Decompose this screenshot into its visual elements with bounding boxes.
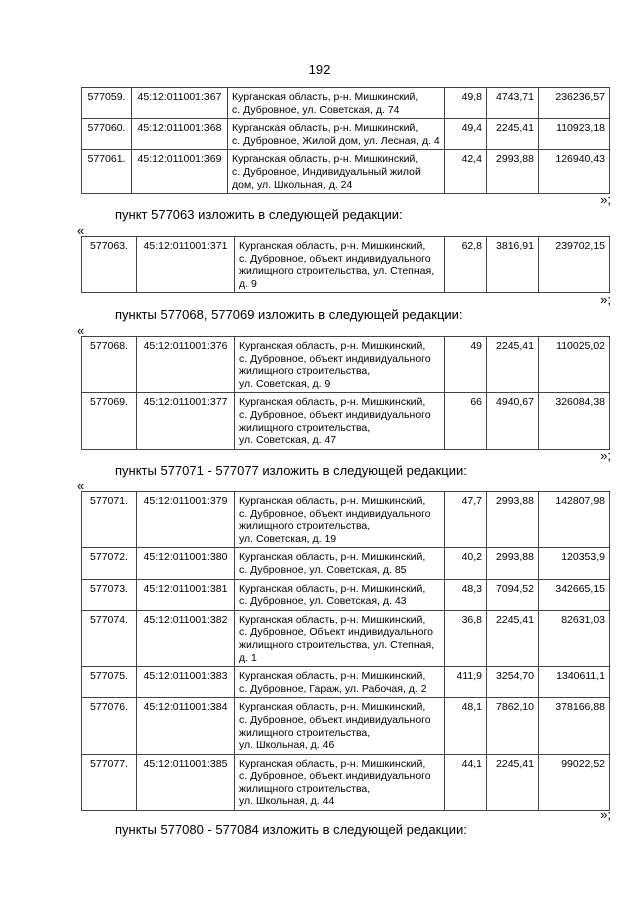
cadastral-number-cell: 45:12:011001:369 — [132, 150, 228, 194]
unit-value-cell: 2245,41 — [487, 610, 539, 666]
table-row — [82, 610, 610, 666]
table-row — [82, 88, 610, 119]
amendment-heading: пункты 577080 - 577084 изложить в следующей редакции: — [115, 822, 467, 837]
area-cell: 48,1 — [445, 698, 487, 754]
table-row — [82, 492, 610, 548]
unit-value-cell: 3816,91 — [487, 237, 539, 293]
cadastral-number-cell: 45:12:011001:382 — [137, 610, 235, 666]
area-cell: 44,1 — [445, 754, 487, 810]
cadastral-value-cell: 326084,38 — [539, 393, 610, 449]
cadastral-value-cell: 99022,52 — [539, 754, 610, 810]
cadastral-number-cell: 45:12:011001:367 — [132, 88, 228, 119]
area-cell: 66 — [445, 393, 487, 449]
table-row — [82, 754, 610, 810]
address-cell: Курганская область, р-н. Мишкинский, с. Дубровное, объект индивидуального жилищного строительства, ул. Советская, д. 47 — [235, 393, 445, 449]
cadastral-value-cell: 120353,9 — [539, 548, 610, 579]
address-cell: Курганская область, р-н. Мишкинский, с. Дубровное, объект индивидуального жилищного строительства, ул. Советская, д. 9 — [235, 337, 445, 393]
area-cell: 49 — [445, 337, 487, 393]
closing-quote: »; — [600, 448, 611, 463]
page-number: 192 — [308, 62, 331, 77]
table-body — [82, 237, 610, 293]
item-number-cell: 577077. — [82, 754, 137, 810]
table-body — [82, 492, 610, 811]
cadastral-value-cell: 378166,88 — [539, 698, 610, 754]
unit-value-cell: 2245,41 — [487, 337, 539, 393]
closing-quote: »; — [600, 292, 611, 307]
cadastral-number-cell: 45:12:011001:376 — [137, 337, 235, 393]
table-row — [82, 579, 610, 610]
cadastral-value-cell: 1340611,1 — [539, 667, 610, 698]
table-row — [82, 698, 610, 754]
address-cell: Курганская область, р-н. Мишкинский, с. Дубровное, ул. Советская, д. 85 — [235, 548, 445, 579]
cadastral-number-cell: 45:12:011001:385 — [137, 754, 235, 810]
address-cell: Курганская область, р-н. Мишкинский, с. Дубровное, ул. Советская, д. 74 — [228, 88, 445, 119]
opening-quote: « — [77, 223, 85, 238]
cadastral-value-cell: 82631,03 — [539, 610, 610, 666]
unit-value-cell: 7862,10 — [487, 698, 539, 754]
area-cell: 40,2 — [445, 548, 487, 579]
unit-value-cell: 3254,70 — [487, 667, 539, 698]
address-cell: Курганская область, р-н. Мишкинский, с. Дубровное, Объект индивидуального жилищного строительства, ул. Степная, д. 1 — [235, 610, 445, 666]
cadastral-value-cell: 239702,15 — [539, 237, 610, 293]
item-number-cell: 577071. — [82, 492, 137, 548]
table-row — [82, 548, 610, 579]
item-number-cell: 577059. — [82, 88, 132, 119]
area-cell: 36,8 — [445, 610, 487, 666]
item-number-cell: 577072. — [82, 548, 137, 579]
unit-value-cell: 2245,41 — [487, 119, 539, 150]
area-cell: 48,3 — [445, 579, 487, 610]
item-number-cell: 577068. — [82, 337, 137, 393]
address-cell: Курганская область, р-н. Мишкинский, с. Дубровное, объект индивидуального жилищного строительства, ул. Степная, д. 9 — [235, 237, 445, 293]
unit-value-cell: 4940,67 — [487, 393, 539, 449]
item-number-cell: 577075. — [82, 667, 137, 698]
cadastral-value-cell: 236236,57 — [539, 88, 610, 119]
cadastral-value-cell: 110025,02 — [539, 337, 610, 393]
unit-value-cell: 2993,88 — [487, 548, 539, 579]
address-cell: Курганская область, р-н. Мишкинский, с. Дубровное, объект индивидуального жилищного строительства, ул. Советская, д. 19 — [235, 492, 445, 548]
closing-quote: »; — [600, 192, 611, 207]
area-cell: 49,4 — [445, 119, 487, 150]
cadastral-value-cell: 142807,98 — [539, 492, 610, 548]
item-number-cell: 577074. — [82, 610, 137, 666]
item-number-cell: 577061. — [82, 150, 132, 194]
cadastral-number-cell: 45:12:011001:381 — [137, 579, 235, 610]
cadastral-number-cell: 45:12:011001:383 — [137, 667, 235, 698]
table-row — [82, 667, 610, 698]
cadastral-number-cell: 45:12:011001:380 — [137, 548, 235, 579]
cadastral-value-cell: 126940,43 — [539, 150, 610, 194]
opening-quote: « — [77, 478, 85, 493]
table-row — [82, 393, 610, 449]
address-cell: Курганская область, р-н. Мишкинский, с. Дубровное, Жилой дом, ул. Лесная, д. 4 — [228, 119, 445, 150]
amendment-heading: пункты 577071 - 577077 изложить в следующей редакции: — [115, 463, 467, 478]
area-cell: 411,9 — [445, 667, 487, 698]
amendment-heading: пункты 577068, 577069 изложить в следующей редакции: — [115, 307, 463, 322]
unit-value-cell: 4743,71 — [487, 88, 539, 119]
unit-value-cell: 2993,88 — [487, 492, 539, 548]
property-table-3 — [81, 336, 610, 450]
area-cell: 49,8 — [445, 88, 487, 119]
property-table-1 — [81, 87, 610, 194]
address-cell: Курганская область, р-н. Мишкинский, с. Дубровное, Гараж, ул. Рабочая, д. 2 — [235, 667, 445, 698]
area-cell: 47,7 — [445, 492, 487, 548]
area-cell: 42,4 — [445, 150, 487, 194]
address-cell: Курганская область, р-н. Мишкинский, с. Дубровное, ул. Советская, д. 43 — [235, 579, 445, 610]
cadastral-number-cell: 45:12:011001:368 — [132, 119, 228, 150]
area-cell: 62,8 — [445, 237, 487, 293]
table-row — [82, 237, 610, 293]
cadastral-value-cell: 342665,15 — [539, 579, 610, 610]
item-number-cell: 577069. — [82, 393, 137, 449]
table-row — [82, 150, 610, 194]
cadastral-number-cell: 45:12:011001:379 — [137, 492, 235, 548]
opening-quote: « — [77, 323, 85, 338]
cadastral-number-cell: 45:12:011001:371 — [137, 237, 235, 293]
item-number-cell: 577076. — [82, 698, 137, 754]
item-number-cell: 577073. — [82, 579, 137, 610]
property-table-2 — [81, 236, 610, 293]
table-body — [82, 337, 610, 450]
item-number-cell: 577063. — [82, 237, 137, 293]
table-row — [82, 337, 610, 393]
unit-value-cell: 2993,88 — [487, 150, 539, 194]
closing-quote: »; — [600, 807, 611, 822]
cadastral-value-cell: 110923,18 — [539, 119, 610, 150]
unit-value-cell: 2245,41 — [487, 754, 539, 810]
unit-value-cell: 7094,52 — [487, 579, 539, 610]
item-number-cell: 577060. — [82, 119, 132, 150]
table-row — [82, 119, 610, 150]
table-body — [82, 88, 610, 194]
property-table-4 — [81, 491, 610, 811]
address-cell: Курганская область, р-н. Мишкинский, с. Дубровное, Индивидуальный жилой дом, ул. Школьная, д. 24 — [228, 150, 445, 194]
cadastral-number-cell: 45:12:011001:384 — [137, 698, 235, 754]
cadastral-number-cell: 45:12:011001:377 — [137, 393, 235, 449]
address-cell: Курганская область, р-н. Мишкинский, с. Дубровное, объект индивидуального жилищного строительства, ул. Школьная, д. 46 — [235, 698, 445, 754]
address-cell: Курганская область, р-н. Мишкинский, с. Дубровное, объект индивидуального жилищного строительства, ул. Школьная, д. 44 — [235, 754, 445, 810]
amendment-heading: пункт 577063 изложить в следующей редакции: — [115, 207, 403, 222]
